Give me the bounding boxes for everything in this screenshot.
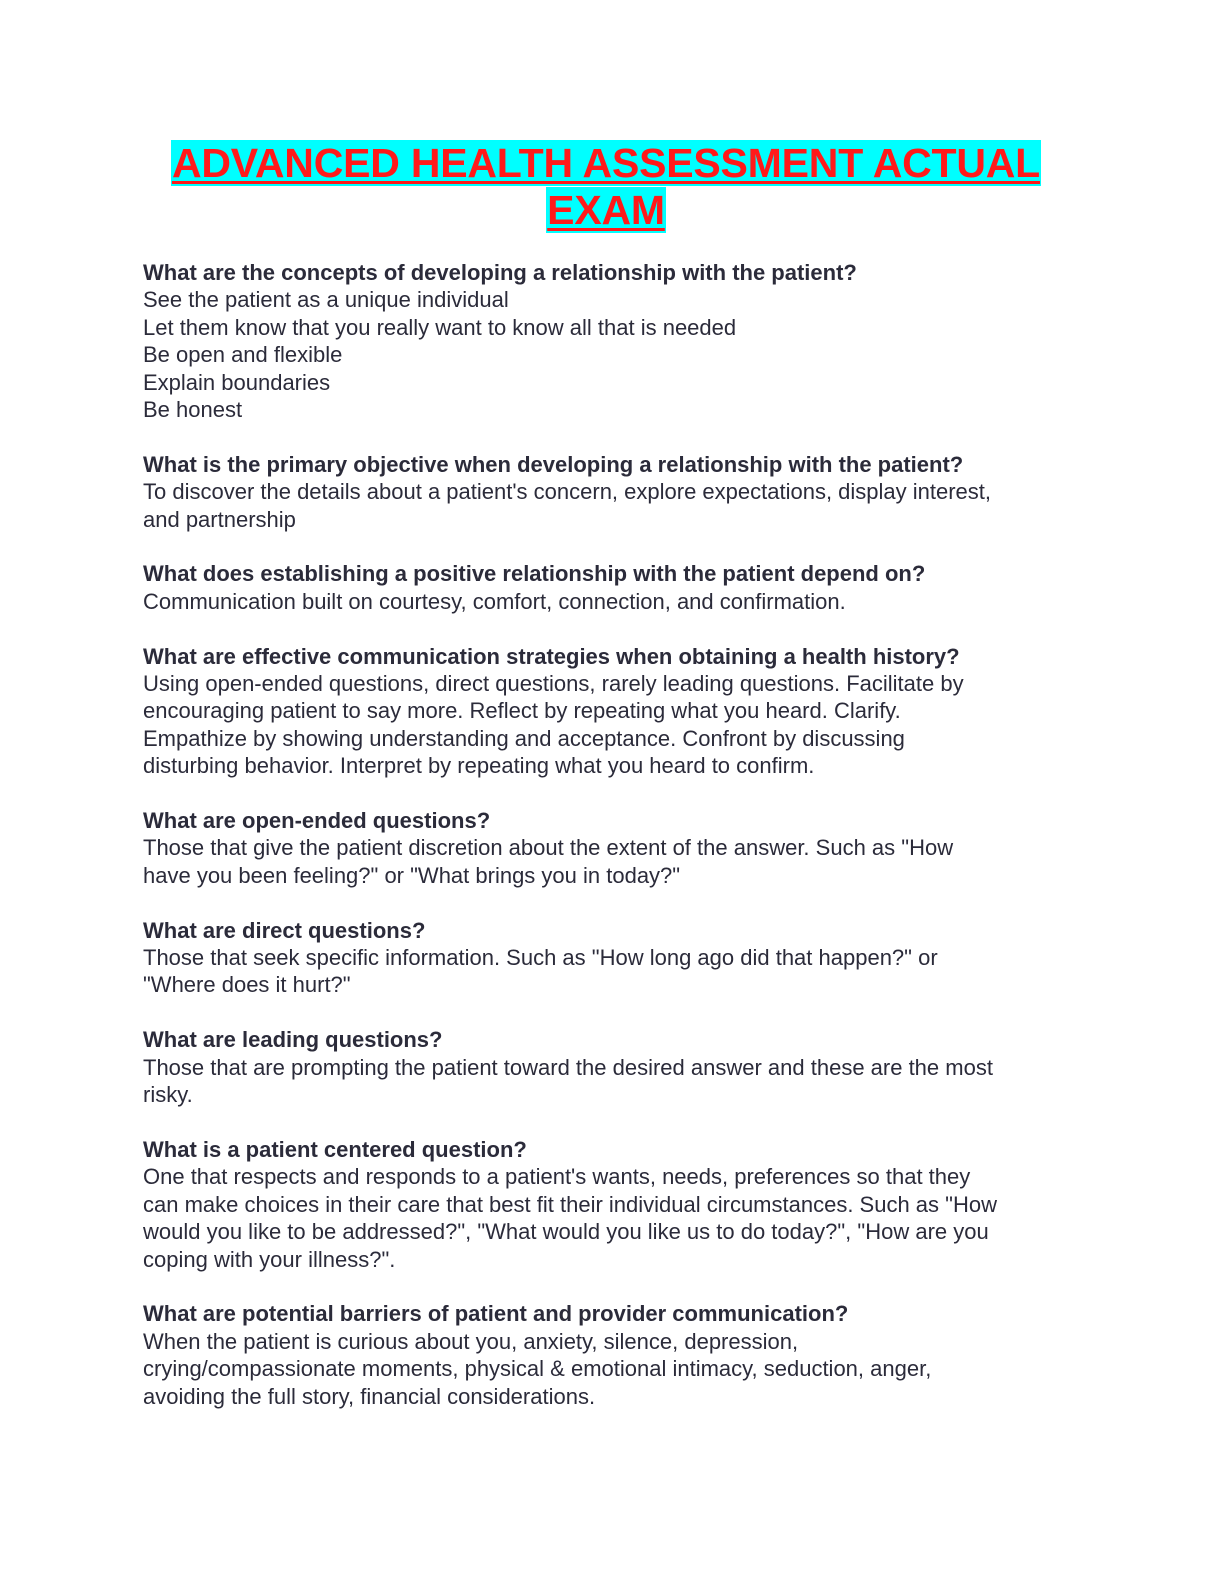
- answer-line: Be honest: [143, 397, 243, 423]
- qa-item: [143, 259, 1078, 423]
- answer-line: Those that seek specific information. Such as "How long ago did that happen?" or: [143, 945, 938, 971]
- qa-item: [143, 917, 1078, 999]
- document-title: [143, 140, 1069, 234]
- qa-item: [143, 1136, 1078, 1273]
- answer-line: Explain boundaries: [143, 369, 331, 395]
- answer-line: coping with your illness?".: [143, 1246, 396, 1272]
- answer-line: crying/compassionate moments, physical & emotional intimacy, seduction, anger,: [143, 1356, 932, 1382]
- answer-line: encouraging patient to say more. Reflect by repeating what you heard. Clarify.: [143, 698, 901, 724]
- qa-item: [143, 1300, 1078, 1410]
- question-heading: What does establishing a positive relationship with the patient depend on?: [143, 561, 926, 587]
- answer-line: "Where does it hurt?": [143, 972, 351, 998]
- question-heading: What is a patient centered question?: [143, 1136, 527, 1162]
- qa-item: [143, 807, 1078, 889]
- answer-line: would you like to be addressed?", "What would you like us to do today?", "How are you: [143, 1219, 989, 1245]
- qa-item: [143, 643, 1078, 780]
- qa-list: [143, 259, 1078, 1437]
- title-line-2: EXAM: [547, 187, 665, 233]
- answer-line: See the patient as a unique individual: [143, 287, 509, 313]
- answer-line: Those that are prompting the patient toward the desired answer and these are the most: [143, 1054, 993, 1080]
- answer-line: Using open-ended questions, direct questions, rarely leading questions. Facilitate by: [143, 671, 964, 697]
- answer-line: can make choices in their care that best fit their individual circumstances. Such as "How: [143, 1191, 997, 1217]
- answer-line: have you been feeling?" or "What brings you in today?": [143, 862, 681, 888]
- answer-line: One that respects and responds to a patient's wants, needs, preferences so that they: [143, 1164, 971, 1190]
- answer-line: Let them know that you really want to know all that is needed: [143, 314, 737, 340]
- answer-line: and partnership: [143, 506, 296, 532]
- answer-line: avoiding the full story, financial considerations.: [143, 1383, 596, 1409]
- qa-item: [143, 451, 1078, 533]
- answer-line: Be open and flexible: [143, 342, 343, 368]
- question-heading: What are effective communication strategies when obtaining a health history?: [143, 643, 960, 669]
- qa-item: [143, 1026, 1078, 1108]
- answer-line: To discover the details about a patient's concern, explore expectations, display interest,: [143, 479, 992, 505]
- answer-line: disturbing behavior. Interpret by repeating what you heard to confirm.: [143, 753, 815, 779]
- question-heading: What is the primary objective when developing a relationship with the patient?: [143, 451, 964, 477]
- answer-line: Communication built on courtesy, comfort, connection, and confirmation.: [143, 588, 846, 614]
- title-line-1: ADVANCED HEALTH ASSESSMENT ACTUAL: [171, 140, 1041, 186]
- question-heading: What are open-ended questions?: [143, 808, 491, 834]
- question-heading: What are leading questions?: [143, 1027, 443, 1053]
- question-heading: What are the concepts of developing a relationship with the patient?: [143, 260, 857, 285]
- question-heading: What are direct questions?: [143, 917, 426, 943]
- qa-item: [143, 560, 1078, 615]
- answer-line: Those that give the patient discretion about the extent of the answer. Such as "How: [143, 835, 954, 861]
- answer-line: When the patient is curious about you, anxiety, silence, depression,: [143, 1328, 799, 1354]
- question-heading: What are potential barriers of patient and provider communication?: [143, 1301, 849, 1327]
- answer-line: Empathize by showing understanding and acceptance. Confront by discussing: [143, 725, 905, 751]
- answer-line: risky.: [143, 1082, 193, 1108]
